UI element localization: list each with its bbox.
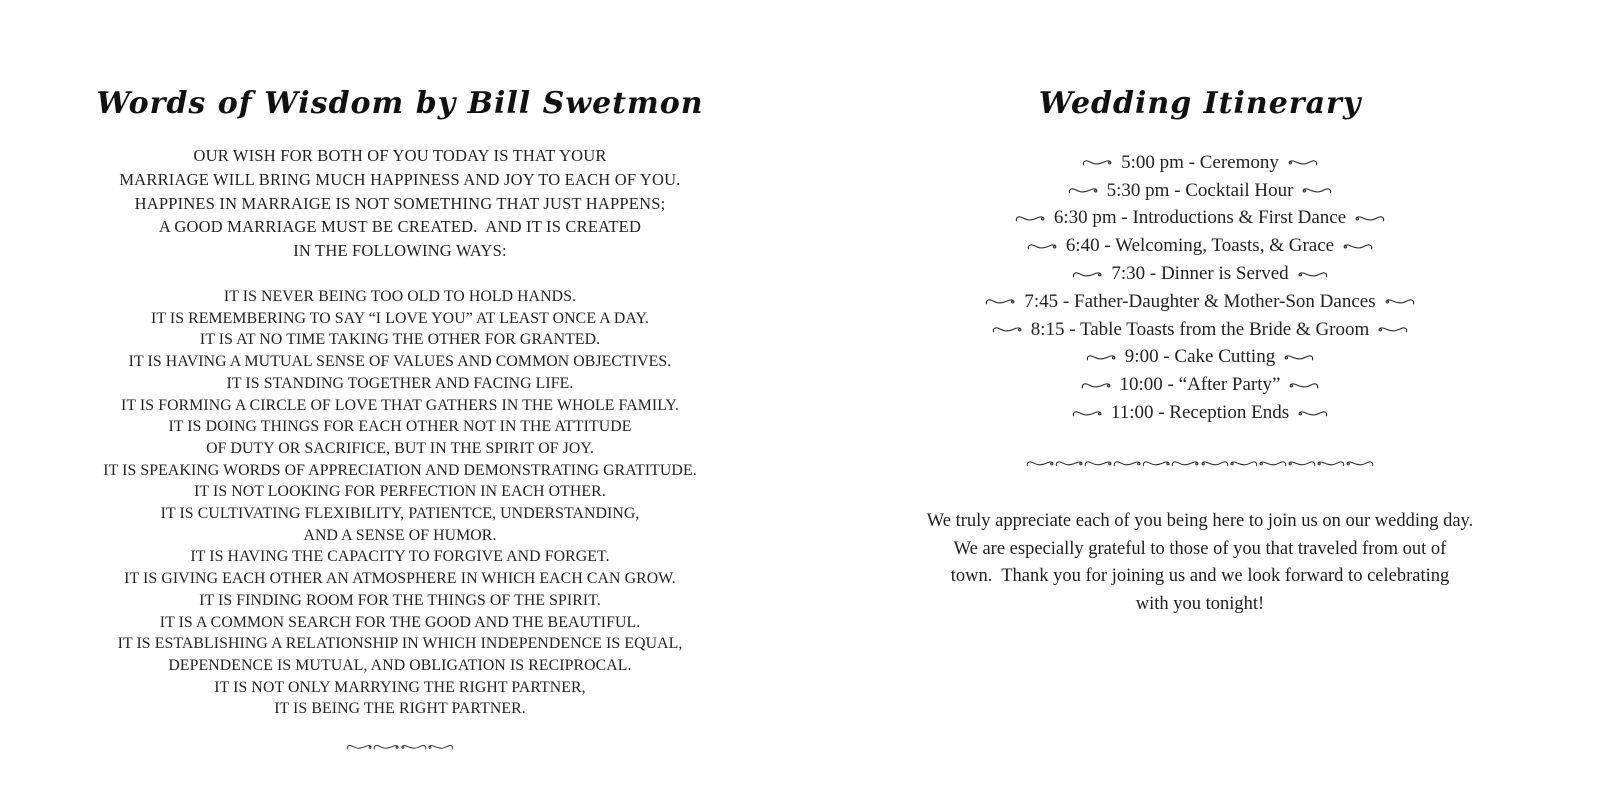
swirl-icon <box>1258 458 1287 469</box>
flourish-left-icon <box>1081 380 1112 391</box>
swirl-icon <box>1287 458 1316 469</box>
poem-line: IT IS FINDING ROOM FOR THE THINGS OF THE SPIRIT. <box>199 591 601 609</box>
flourish-right-icon <box>1288 380 1319 391</box>
flourish-left-icon <box>1072 408 1103 419</box>
thank-you-line: with you tonight! <box>1135 594 1265 615</box>
itinerary-item <box>800 316 1600 344</box>
swirl-icon <box>1113 458 1142 469</box>
itinerary-item-text: 11:00 - Reception Ends <box>1110 402 1290 424</box>
wisdom-intro-paragraph <box>0 144 800 263</box>
swirl-icon <box>1142 458 1171 469</box>
itinerary-item-text: 7:30 - Dinner is Served <box>1111 263 1289 285</box>
flourish-left-icon <box>1068 185 1099 196</box>
swirl-icon <box>1026 458 1055 469</box>
flourish-right-icon <box>1301 185 1332 196</box>
intro-line: HAPPINES IN MARRAIGE IS NOT SOMETHING THAT JUST HAPPENS; <box>134 193 666 213</box>
flourish-left-icon <box>1015 213 1046 224</box>
flourish-right-icon <box>1354 213 1385 224</box>
itinerary-item <box>800 371 1600 399</box>
poem-line: OF DUTY OR SACRIFICE, BUT IN THE SPIRIT OF JOY. <box>206 439 594 457</box>
poem-line: AND A SENSE OF HUMOR. <box>303 526 497 544</box>
itinerary-item-text: 9:00 - Cake Cutting <box>1124 346 1276 368</box>
flourish-right-icon <box>1384 296 1415 307</box>
swirl-icon <box>400 742 427 752</box>
intro-line: A GOOD MARRIAGE MUST BE CREATED. AND IT IS CREATED <box>158 217 642 237</box>
poem-line: IT IS HAVING A MUTUAL SENSE OF VALUES AND COMMON OBJECTIVES. <box>128 353 672 371</box>
itinerary-item <box>800 260 1600 288</box>
swirl-icon <box>346 742 373 752</box>
flourish-left-icon <box>1082 157 1113 168</box>
flourish-right-icon <box>1377 324 1408 335</box>
swirl-icon <box>1229 458 1258 469</box>
itinerary-item <box>800 205 1600 233</box>
itinerary-item <box>800 232 1600 260</box>
flourish-right-icon <box>1297 408 1328 419</box>
poem-line: IT IS NOT LOOKING FOR PERFECTION IN EACH OTHER. <box>194 483 606 501</box>
poem-line: IT IS NEVER BEING TOO OLD TO HOLD HANDS. <box>223 288 577 305</box>
thank-you-line: We truly appreciate each of you being here to join us on our wedding day. <box>926 511 1474 531</box>
flourish-left-icon <box>992 324 1023 335</box>
program-page-right <box>800 0 1600 800</box>
wisdom-body-poem <box>0 286 800 720</box>
thank-you-line: We are especially grateful to those of you that traveled from out of <box>953 538 1447 559</box>
thank-you-paragraph <box>800 508 1600 619</box>
poem-line: IT IS DOING THINGS FOR EACH OTHER NOT IN THE ATTITUDE <box>168 418 632 436</box>
poem-line: IT IS A COMMON SEARCH FOR THE GOOD AND THE BEAUTIFUL. <box>159 613 641 631</box>
swirl-icon <box>1171 458 1200 469</box>
itinerary-item-text: 5:30 pm - Cocktail Hour <box>1106 179 1294 201</box>
flourish-divider-small <box>0 742 800 752</box>
itinerary-item <box>800 399 1600 427</box>
flourish-right-icon <box>1297 269 1328 280</box>
flourish-right-icon <box>1283 352 1314 363</box>
flourish-left-icon <box>1072 269 1103 280</box>
intro-line: MARRIAGE WILL BRING MUCH HAPPINESS AND JOY TO EACH OF YOU. <box>119 169 681 189</box>
swirl-icon <box>1200 458 1229 469</box>
poem-line: IT IS STANDING TOGETHER AND FACING LIFE. <box>226 374 574 392</box>
itinerary-list <box>800 149 1600 427</box>
flourish-left-icon <box>1086 352 1117 363</box>
poem-line: IT IS AT NO TIME TAKING THE OTHER FOR GRANTED. <box>199 331 601 349</box>
flourish-left-icon <box>1027 241 1058 252</box>
swirl-icon <box>427 742 454 752</box>
itinerary-item <box>800 344 1600 372</box>
flourish-right-icon <box>1287 157 1318 168</box>
poem-line: IT IS FORMING A CIRCLE OF LOVE THAT GATHERS IN THE WHOLE FAMILY. <box>121 396 679 414</box>
flourish-right-icon <box>1342 241 1373 252</box>
itinerary-item <box>800 288 1600 316</box>
page-title-wedding-itinerary: Wedding Itinerary <box>1038 86 1362 121</box>
itinerary-item-text: 6:40 - Welcoming, Toasts, & Grace <box>1065 235 1335 257</box>
poem-line: IT IS HAVING THE CAPACITY TO FORGIVE AND FORGET. <box>190 548 610 566</box>
poem-line: IT IS REMEMBERING TO SAY “I LOVE YOU” AT LEAST ONCE A DAY. <box>150 309 650 327</box>
itinerary-item-text: 7:45 - Father-Daughter & Mother-Son Dances <box>1024 290 1376 312</box>
itinerary-item-text: 5:00 pm - Ceremony <box>1121 151 1279 173</box>
poem-line: IT IS SPEAKING WORDS OF APPRECIATION AND DEMONSTRATING GRATITUDE. <box>103 461 697 479</box>
intro-line: IN THE FOLLOWING WAYS: <box>293 241 507 261</box>
flourish-left-icon <box>985 296 1016 307</box>
swirl-icon <box>373 742 400 752</box>
poem-line: IT IS CULTIVATING FLEXIBILITY, PATIENTCE, UNDERSTANDING, <box>160 505 640 523</box>
poem-line: IT IS GIVING EACH OTHER AN ATMOSPHERE IN WHICH EACH CAN GROW. <box>124 570 676 588</box>
flourish-divider-row <box>800 458 1600 469</box>
poem-line: DEPENDENCE IS MUTUAL, AND OBLIGATION IS RECIPROCAL. <box>168 656 632 674</box>
intro-line: OUR WISH FOR BOTH OF YOU TODAY IS THAT YOUR <box>193 146 607 165</box>
swirl-icon <box>1084 458 1113 469</box>
poem-line: IT IS NOT ONLY MARRYING THE RIGHT PARTNER, <box>214 678 586 696</box>
poem-line: IT IS ESTABLISHING A RELATIONSHIP IN WHICH INDEPENDENCE IS EQUAL, <box>117 635 683 653</box>
swirl-icon <box>1055 458 1084 469</box>
poem-line: IT IS BEING THE RIGHT PARTNER. <box>274 700 526 718</box>
itinerary-item <box>800 149 1600 177</box>
page-title-words-of-wisdom: Words of Wisdom by Bill Swetmon <box>96 86 704 121</box>
thank-you-line: town. Thank you for joining us and we look forward to celebrating <box>950 566 1450 587</box>
itinerary-item-text: 8:15 - Table Toasts from the Bride & Groom <box>1030 318 1370 340</box>
itinerary-item-text: 6:30 pm - Introductions & First Dance <box>1053 207 1347 229</box>
itinerary-item-text: 10:00 - “After Party” <box>1119 374 1281 396</box>
swirl-icon <box>1316 458 1345 469</box>
swirl-icon <box>1345 458 1374 469</box>
itinerary-item <box>800 177 1600 205</box>
